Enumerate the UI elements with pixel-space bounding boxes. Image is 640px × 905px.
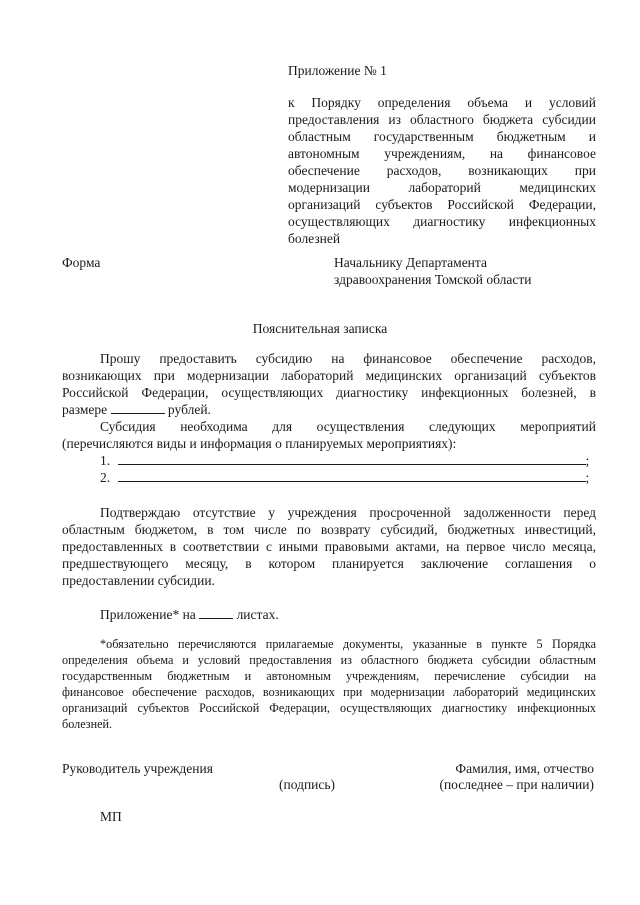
purpose-line-2: (перечисляются виды и информация о планируемых мероприятиях):	[62, 436, 457, 451]
footnote-line-4: финансовое обеспечение расходов, возникающих при модернизации лабораторий медицинских	[62, 685, 596, 699]
purpose-item-1	[100, 452, 589, 469]
purpose-item-2-number: 2.	[100, 470, 111, 485]
sheets-count-blank[interactable]	[199, 606, 233, 619]
footnote-line-3: государственным бюджетным и автономным учреждениям, перечисление субсидии на	[62, 669, 596, 683]
attachment-line	[100, 606, 279, 623]
confirm-line-5: предоставлении субсидии.	[62, 573, 215, 588]
request-amount-label: размере	[62, 402, 108, 417]
amount-blank[interactable]	[111, 401, 165, 414]
document-title: Пояснительная записка	[252, 321, 388, 336]
request-line-3: Российской Федерации, осуществляющих диагностику инфекционных болезней, в	[62, 385, 596, 400]
purpose-item-1-end: ;	[585, 453, 590, 468]
name-caption: (последнее – при наличии)	[439, 777, 594, 792]
request-currency: рублей.	[167, 402, 211, 417]
appendix-line: осуществляющих диагностику инфекционных	[288, 214, 596, 229]
footnote-line-5: организаций субъектов Российской Федерации, осуществляющих диагностику инфекционных	[62, 701, 596, 715]
stamp-label: МП	[100, 809, 122, 824]
confirm-line-4: предшествующего месяцу, в котором планируется заключение соглашения о	[62, 556, 596, 571]
purpose-item-1-blank[interactable]	[118, 452, 586, 465]
confirm-line-1: Подтверждаю отсутствие у учреждения просроченной задолженности перед	[100, 505, 596, 520]
request-line-2: возникающих при модернизации лабораторий медицинских организаций субъектов	[62, 368, 596, 383]
purpose-item-2	[100, 469, 589, 486]
attachment-sheets: листах.	[236, 607, 279, 622]
appendix-title: Приложение № 1	[288, 63, 387, 78]
addressee-line-2: здравоохранения Томской области	[334, 272, 532, 287]
purpose-item-2-end: ;	[585, 470, 590, 485]
confirm-line-3: предоставленных в соответствии с иными правовыми актами, на первое число месяца,	[62, 539, 596, 554]
appendix-line: обеспечение расходов, возникающих при	[288, 163, 596, 178]
purpose-item-1-number: 1.	[100, 453, 111, 468]
purpose-item-2-blank[interactable]	[118, 469, 586, 482]
confirm-line-2: областным бюджетом, в том числе по возврату субсидий, бюджетных инвестиций,	[62, 522, 596, 537]
appendix-line: к Порядку определения объема и условий	[288, 95, 596, 110]
form-label: Форма	[62, 255, 101, 270]
appendix-line: организаций субъектов Российской Федерации,	[288, 197, 596, 212]
request-line-1: Прошу предоставить субсидию на финансовое обеспечение расходов,	[100, 351, 596, 366]
appendix-line: модернизации лабораторий медицинских	[288, 180, 596, 195]
purpose-line-1: Субсидия необходима для осуществления следующих мероприятий	[100, 419, 596, 434]
head-label: Руководитель учреждения	[62, 761, 213, 776]
appendix-line: областным государственным бюджетным и	[288, 129, 596, 144]
appendix-line: автономным учреждениям, на финансовое	[288, 146, 596, 161]
footnote-line-1: *обязательно перечисляются прилагаемые документы, указанные в пункте 5 Порядка	[100, 637, 596, 651]
addressee-line-1: Начальнику Департамента	[334, 255, 487, 270]
appendix-line: предоставления из областного бюджета субсидии	[288, 112, 596, 127]
signature-caption: (подпись)	[279, 777, 336, 792]
appendix-text	[288, 94, 596, 247]
footnote-line-2: определения объема и условий предоставления из областного бюджета субсидии областным	[62, 653, 596, 667]
request-line-4	[62, 401, 211, 418]
appendix-line-last: болезней	[288, 231, 341, 246]
attachment-label: Приложение* на	[100, 607, 196, 622]
footnote-line-6: болезней.	[62, 717, 113, 731]
name-label: Фамилия, имя, отчество	[455, 761, 594, 776]
